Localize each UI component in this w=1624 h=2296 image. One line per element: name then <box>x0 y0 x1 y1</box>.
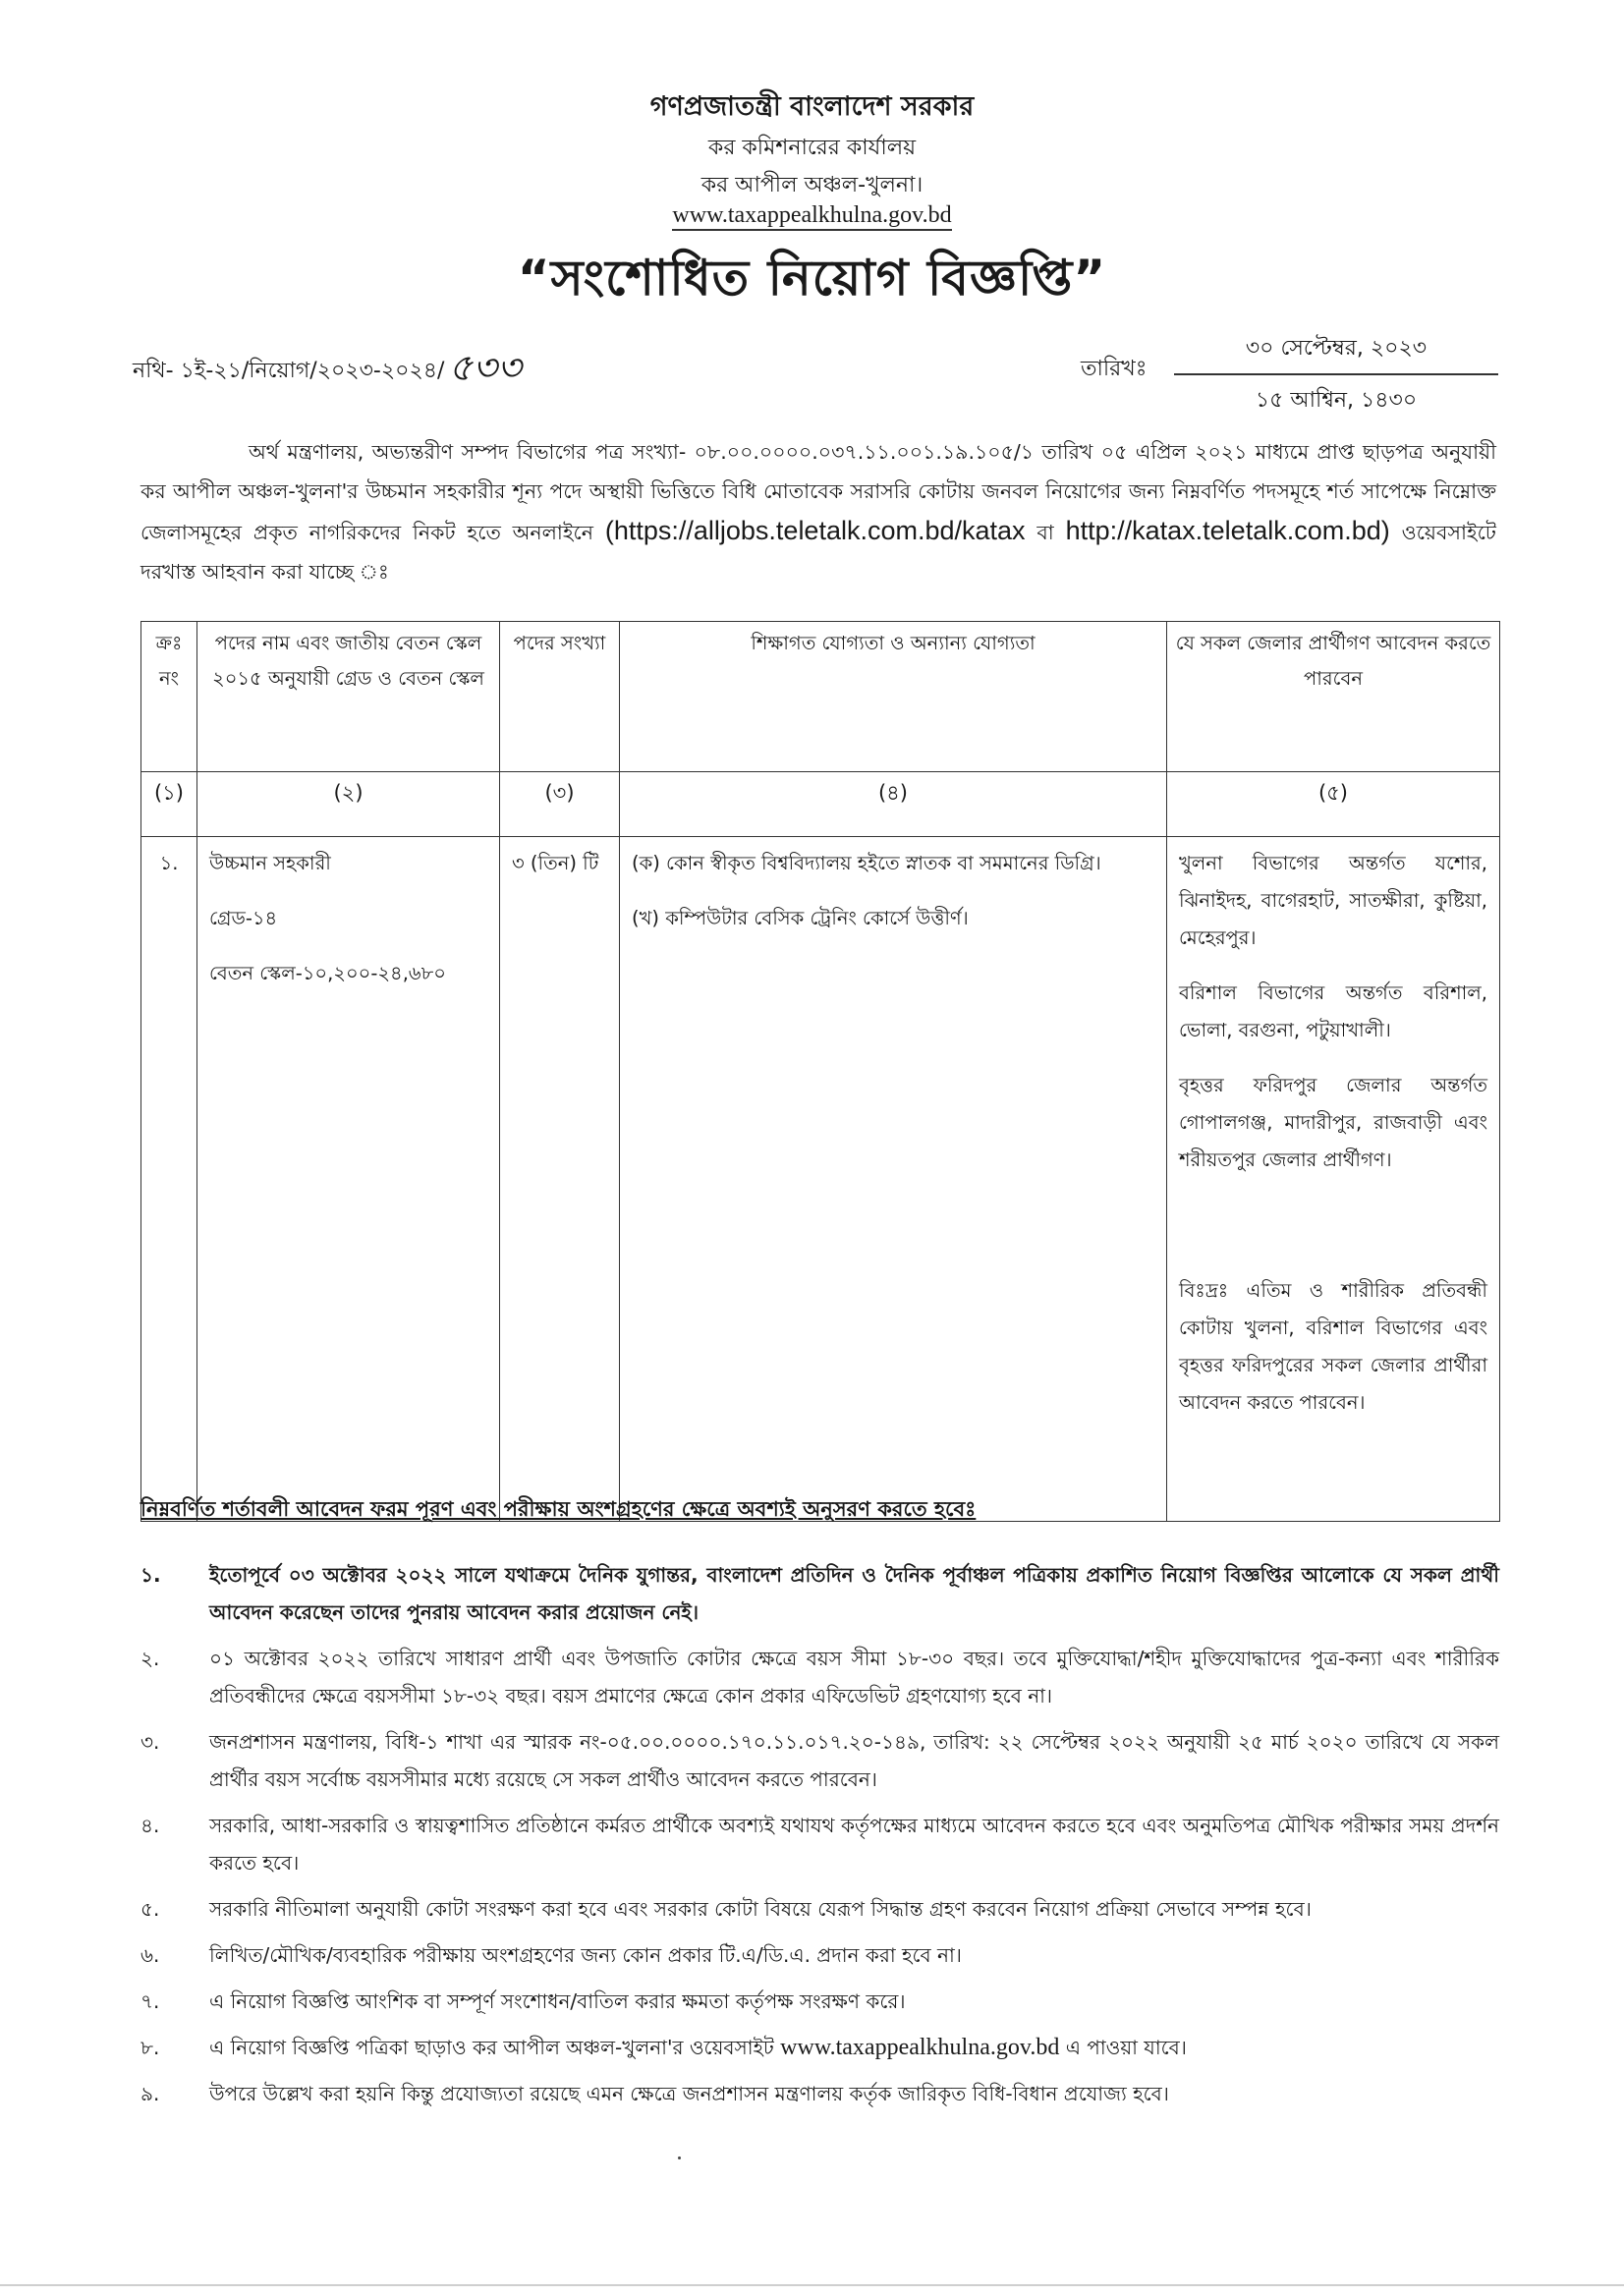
item-number: ২. <box>140 1647 160 1670</box>
conditions-list <box>140 1556 1499 2121</box>
header-qualification: শিক্ষাগত যোগ্যতা ও অন্যান্য যোগ্যতা <box>620 622 1167 772</box>
item-text: সরকারি, আধা-সরকারি ও স্বায়ত্বশাসিত প্রতিষ্ঠানে কর্মরত প্রার্থীকে অবশ্যই যথাযথ কর্তৃপক্ষের মাধ্যমে আবেদন করতে হবে এবং অনুমতিপত্র মৌখিক পরীক্ষার সময় প্রদর্শন করতে হবে। <box>209 1814 1499 1875</box>
list-item <box>140 1983 1499 2020</box>
date-english-calendar: ৩০ সেপ্টেম্বর, ২০২৩ <box>1174 331 1498 375</box>
row-serial: ১. <box>141 837 197 1522</box>
memo-number: ৫৩৩ <box>448 346 522 389</box>
item-text: সরকারি নীতিমালা অনুযায়ী কোটা সংরক্ষণ করা হবে এবং সরকার কোটা বিষয়ে যেরূপ সিদ্ধান্ত গ্রহণ করবেন নিয়োগ প্রক্রিয়া সেভাবে সম্পন্ন হবে। <box>209 1897 1312 1921</box>
item-text: উপরে উল্লেখ করা হয়নি কিন্তু প্রযোজ্যতা রয়েছে এমন ক্ষেত্রে জনপ্রশাসন মন্ত্রণালয় কর্তৃক জারিকৃত বিধি-বিধান প্রযোজ্য হবে। <box>209 2082 1169 2105</box>
item-number: ৩. <box>140 1730 160 1754</box>
vacancy-table <box>140 621 1500 1522</box>
list-item <box>140 1936 1499 1974</box>
column-number: (৪) <box>620 772 1167 837</box>
intro-paragraph <box>140 432 1496 591</box>
list-item <box>140 1890 1499 1928</box>
list-item <box>140 2029 1499 2066</box>
header-post: পদের নাম এবং জাতীয় বেতন স্কেল ২০১৫ অনুযায়ী গ্রেড ও বেতন স্কেল <box>197 622 500 772</box>
list-item <box>140 1556 1499 1631</box>
item-text: জনপ্রশাসন মন্ত্রণালয়, বিধি-১ শাখা এর স্মারক নং-০৫.০০.০০০০.১৭০.১১.০১৭.২০-১৪৯, তারিখ: ২২ সেপ্টেম্বর ২০২২ অনুযায়ী ২৫ মার্চ ২০২০ তারিখে যে সকল প্রার্থীর বয়স সর্বোচ্চ বয়সসীমার মধ্যে রয়েছে সে সকল প্রার্থীও আবেদন করতে পারবেন। <box>209 1730 1499 1791</box>
item-number: ৬. <box>140 1943 160 1967</box>
intro-text: অর্থ মন্ত্রণালয়, অভ্যন্তরীণ সম্পদ বিভাগের পত্র সংখ্যা- ০৮.০০.০০০০.০৩৭.১১.০০১.১৯.১০৫/১ তারিখ ০৫ এপ্রিল ২০২১ মাধ্যমে প্রাপ্ত ছাড়পত্র অনুযায়ী কর আপীল অঞ্চল-খুলনা'র উচ্চমান সহকারীর শূন্য পদে অস্থায়ী ভিত্তিতে বিধি মোতাবেক সরাসরি কোটায় জনবল নিয়োগের জন্য নিম্নবর্ণিত পদসমূহে শর্ত সাপেক্ষে নিম্নোক্ত জেলাসমূহের প্রকৃত নাগরিকদের নিকট হতে অনলাইনে <box>140 440 1496 544</box>
column-number: (২) <box>197 772 500 837</box>
column-number: (৫) <box>1167 772 1500 837</box>
post-grade: গ্রেড-১৪ <box>209 907 278 929</box>
application-url-2[interactable]: http://katax.teletalk.com.bd) <box>1065 516 1390 545</box>
item-number: ৫. <box>140 1897 160 1921</box>
item-text: ০১ অক্টোবর ২০২২ তারিখে সাধারণ প্রার্থী এবং উপজাতি কোটার ক্ষেত্রে বয়স সীমা ১৮-৩০ বছর। তবে মুক্তিযোদ্ধা/শহীদ মুক্তিযোদ্ধাদের পুত্র-কন্যা এবং শারীরিক প্রতিবন্ধীদের ক্ষেত্রে বয়সসীমা ১৮-৩২ বছর। বয়স প্রমাণের ক্ষেত্রে কোন প্রকার এফিডেভিট গ্রহণযোগ্য হবে না। <box>209 1647 1499 1708</box>
list-item <box>140 2075 1499 2112</box>
list-item <box>140 1723 1499 1798</box>
post-count: ৩ (তিন) টি <box>500 837 620 1522</box>
item-number: ১. <box>140 1563 161 1587</box>
region-name: কর আপীল অঞ্চল-খুলনা। <box>700 173 924 197</box>
notice-title: “সংশোধিত নিয়োগ বিজ্ঞপ্তি” <box>517 250 1107 307</box>
conditions-heading: নিম্নবর্ণিত শর্তাবলী আবেদন ফরম পূরণ এবং পরীক্ষায় অংশগ্রহণের ক্ষেত্রে অবশ্যই অনুসরণ করতে হবেঃ <box>140 1497 977 1521</box>
qualification-b: (খ) কম্পিউটার বেসিক ট্রেনিং কোর্সে উত্তীর্ণ। <box>632 907 969 929</box>
list-item <box>140 1640 1499 1714</box>
column-number-row <box>141 772 1500 837</box>
date-block <box>1174 331 1498 420</box>
office-name: কর কমিশনারের কার্যালয় <box>707 136 917 160</box>
memo-prefix: নথি- ১ই-২১/নিয়োগ/২০২৩-২০২৪/ <box>133 359 445 383</box>
application-url-1[interactable]: (https://alljobs.teletalk.com.bd/katax <box>604 516 1026 545</box>
website-link[interactable]: www.taxappealkhulna.gov.bd <box>780 2035 1060 2060</box>
header-districts: যে সকল জেলার প্রার্থীগণ আবেদন করতে পারবেন <box>1167 622 1500 772</box>
website-link[interactable]: www.taxappealkhulna.gov.bd <box>672 202 951 231</box>
item-text: এ নিয়োগ বিজ্ঞপ্তি আংশিক বা সম্পূর্ণ সংশোধন/বাতিল করার ক্ষমতা কর্তৃপক্ষ সংরক্ষণ করে। <box>209 1989 906 2013</box>
item-number: ৮. <box>140 2036 160 2059</box>
post-name: উচ্চমান সহকারী <box>209 852 331 874</box>
table-row <box>141 837 1500 1522</box>
districts-barishal: বরিশাল বিভাগের অন্তর্গত বরিশাল, ভোলা, বরগুনা, পটুয়াখালী। <box>1179 981 1487 1041</box>
qualification-a: (ক) কোন স্বীকৃত বিশ্ববিদ্যালয় হইতে স্নাতক বা সমমানের ডিগ্রি। <box>632 852 1101 874</box>
districts-faridpur: বৃহত্তর ফরিদপুর জেলার অন্তর্গত গোপালগঞ্জ, মাদারীপুর, রাজবাড়ী এবং শরীয়তপুর জেলার প্রার্থীগণ। <box>1179 1074 1487 1171</box>
scan-speck <box>678 2156 681 2159</box>
header-serial: ক্রঃ নং <box>141 622 197 772</box>
item-number: ৯. <box>140 2082 160 2105</box>
item-number: ৭. <box>140 1989 160 2013</box>
item-text: ইতোপূর্বে ০৩ অক্টোবর ২০২২ সালে যথাক্রমে দৈনিক যুগান্তর, বাংলাদেশ প্রতিদিন ও দৈনিক পূর্বাঞ্চল পত্রিকায় প্রকাশিত নিয়োগ বিজ্ঞপ্তির আলোকে যে সকল প্রার্থী আবেদন করেছেন তাদের পুনরায় আবেদন করার প্রয়োজন নেই। <box>209 1563 1499 1624</box>
table-header-row <box>141 622 1500 772</box>
government-name: গণপ্রজাতন্ত্রী বাংলাদেশ সরকার <box>649 91 975 122</box>
intro-connector: বা <box>1036 521 1054 544</box>
memo-reference <box>133 339 522 402</box>
header-count: পদের সংখ্যা <box>500 622 620 772</box>
post-cell <box>197 837 500 1522</box>
post-pay-scale: বেতন স্কেল-১০,২০০-২৪,৬৮০ <box>209 962 446 984</box>
column-number: (৩) <box>500 772 620 837</box>
intro-suffix: ওয়েবসাইটে দরখাস্ত আহবান করা যাচ্ছে ঃ <box>140 521 1496 584</box>
website-line <box>0 202 1624 229</box>
item-number: ৪. <box>140 1814 160 1837</box>
list-item <box>140 1807 1499 1881</box>
districts-cell <box>1167 837 1500 1522</box>
item-text-after: এ পাওয়া যাবে। <box>1065 2036 1187 2059</box>
item-text: লিখিত/মৌখিক/ব্যবহারিক পরীক্ষায় অংশগ্রহণের জন্য কোন প্রকার টি.এ/ডি.এ. প্রদান করা হবে না। <box>209 1943 962 1967</box>
quota-note: বিঃদ্রঃ এতিম ও শারীরিক প্রতিবন্ধী কোটায় খুলনা, বরিশাল বিভাগের এবং বৃহত্তর ফরিদপুরের সকল জেলার প্রার্থীরা আবেদন করতে পারবেন। <box>1179 1279 1487 1414</box>
item-text-before: এ নিয়োগ বিজ্ঞপ্তি পত্রিকা ছাড়াও কর আপীল অঞ্চল-খুলনা'র ওয়েবসাইট <box>209 2036 774 2059</box>
qualification-cell <box>620 837 1167 1522</box>
date-bangla-calendar: ১৫ আশ্বিন, ১৪৩০ <box>1255 388 1418 413</box>
districts-khulna: খুলনা বিভাগের অন্তর্গত যশোর, ঝিনাইদহ, বাগেরহাট, সাতক্ষীরা, কুষ্টিয়া, মেহেরপুর। <box>1179 852 1487 949</box>
page-edge-divider <box>0 2284 1624 2286</box>
column-number: (১) <box>141 772 197 837</box>
date-label: তারিখঃ <box>1081 357 1148 381</box>
